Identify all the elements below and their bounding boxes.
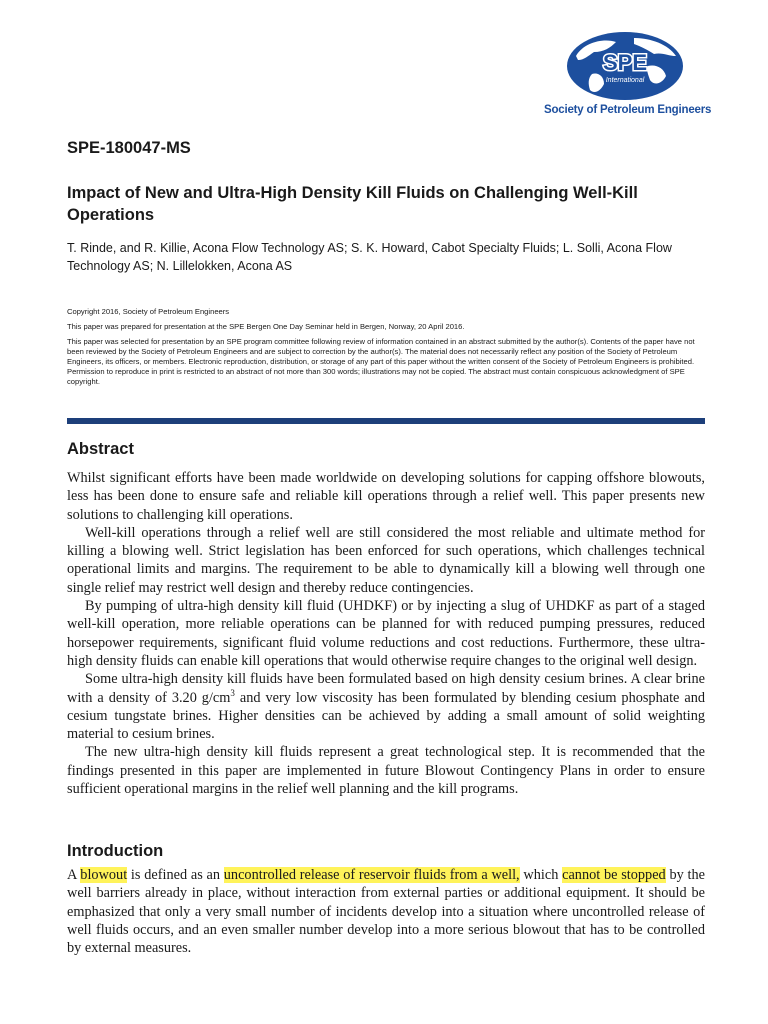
presentation-note: This paper was prepared for presentation at the SPE Bergen One Day Seminar held in Bergen, Norway, 20 April 2016. (67, 322, 465, 331)
text-run: by the well barriers already in place, without interaction from external parties or additional equipment. It should be emphasized that only a very small number of incidents develop into a situation where uncontrolled release of well fluids occurs, and an even smaller number develop into a more serious blowout that has to be controlled by external measures. (67, 867, 705, 957)
abstract-paragraph (67, 670, 705, 743)
abstract-paragraph: By pumping of ultra-high density kill fluid (UHDKF) or by injecting a slug of UHDKF as part of a staged well-kill operation, more reliable operations can be planned for with reduced pumping pressures, reduced horsepower requirements, significant fluid volume reductions and cost reductions. Furthermore, these ultra-high density fluids can enable kill operations that would otherwise require changes to the original well design. (67, 598, 705, 669)
logo-org-name: Society of Petroleum Engineers (544, 104, 712, 116)
text-run: is defined as an (127, 867, 224, 883)
paper-id: SPE-180047-MS (67, 139, 191, 157)
highlight: uncontrolled release of reservoir fluids from a well, (223, 867, 520, 883)
copyright-line: Copyright 2016, Society of Petroleum Engineers (67, 307, 230, 316)
section-divider (67, 418, 705, 424)
highlight: cannot be stopped (562, 867, 666, 883)
abstract-heading: Abstract (67, 440, 134, 458)
logo-badge-text: SPE (602, 50, 648, 75)
abstract-body (67, 469, 705, 798)
logo-badge-subtext: International (605, 77, 645, 84)
disclaimer-text: This paper was selected for presentation by an SPE program committee following review of information contained in an abstract submitted by the author(s). Contents of the paper have not been reviewed by the Society of Petroleum Engineers and are subject to correction by the author(s). The material does not necessarily reflect any position of the Society of Petroleum Engineers, its officers, or members. Electronic reproduction, distribution, or storage of any part of this paper without the written consent of the Society of Petroleum Engineers is prohibited. Permission to reproduce in print is restricted to an abstract of not more than 300 words; illustrations may not be copied. The abstract must contain conspicuous acknowledgment of SPE copyright. (67, 337, 695, 386)
copyright-block (67, 307, 707, 392)
introduction-body (67, 866, 705, 957)
abstract-paragraph: Well-kill operations through a relief well are still considered the most reliable and ultimate method for killing a blowing well. Strict legislation has been enforced for such operations, which challenges technical operational limits and margins. The requirement to be able to dynamically kill a blowing well through one single relief may restrict well design and thereby reduce contingencies. (67, 524, 705, 596)
text-run: which (519, 867, 563, 883)
abstract-paragraph: The new ultra-high density kill fluids represent a great technological step. It is recommended that the findings presented in this paper are implemented in future Blowout Contingency Plans in order to ensure sufficient operational margins in the relief well planning and the kill programs. (67, 744, 705, 798)
highlight: blowout (80, 867, 128, 883)
text-run: A (67, 867, 81, 883)
paper-title: Impact of New and Ultra-High Density Kill Fluids on Challenging Well-Kill Operations (67, 184, 638, 224)
paper-authors: T. Rinde, and R. Killie, Acona Flow Technology AS; S. K. Howard, Cabot Specialty Fluids; L. Solli, Acona Flow Technology AS; N. Lillelokken, Acona AS (67, 241, 672, 273)
superscript: 3 (230, 687, 235, 698)
text-run: and very low viscosity has been formulated by blending cesium phosphate and cesium tungstate brines. Higher densities can be achieved by adding a small amount of solid weighting material to cesium brines. (67, 689, 705, 743)
globe-icon (564, 30, 686, 102)
introduction-heading: Introduction (67, 842, 164, 860)
introduction-paragraph (67, 866, 705, 957)
text-run: Some ultra-high density kill fluids have been formulated based on high density cesium brines. A clear brine with a density of 3.20 g/cm (67, 671, 705, 706)
abstract-paragraph: Whilst significant efforts have been made worldwide on developing solutions for capping offshore blowouts, less has been done to ensure safe and reliable kill operations through a relief well. This paper presents new solutions to challenging kill operations. (67, 470, 705, 523)
spe-logo (544, 30, 712, 122)
